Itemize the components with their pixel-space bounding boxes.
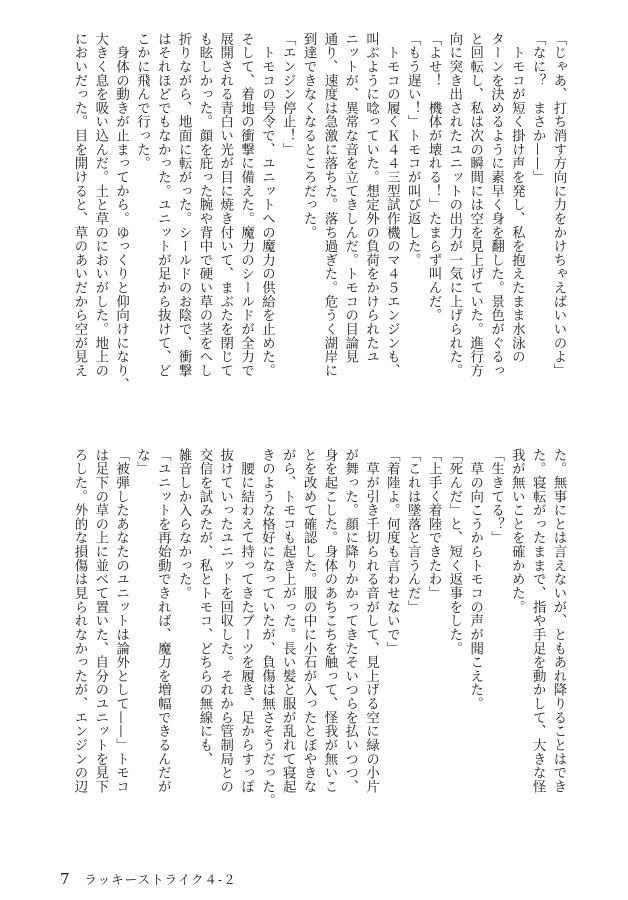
text-column: 叫ぶように唸っていた。想定外の負荷をかけられたユ bbox=[363, 32, 379, 364]
text-column: と回転し、私は次の瞬間には空を見上げていた。進行方 bbox=[468, 32, 483, 378]
text-column: 「もう遅い！」トモコが叫び返した。 bbox=[405, 32, 421, 267]
text-column: きのような格好になっていたが、負傷は無さそうだった。 bbox=[259, 448, 275, 808]
text-column: 「生きてる？」 bbox=[488, 448, 504, 545]
text-column: においだった。目を開けると、草のあいだから空が見え bbox=[72, 32, 87, 378]
text-column: 腰に結わえて持ってきたブーツを履き、足からすっぽ bbox=[239, 448, 254, 794]
text-block-bottom bbox=[68, 448, 568, 853]
text-column: 交信を試みたが、私とトモコ、どちらの無線にも、 bbox=[197, 448, 212, 766]
text-column: こかに飛んで行った。 bbox=[134, 32, 150, 171]
text-column: 到達できなくなるところだった。 bbox=[301, 32, 317, 240]
text-column: 折りながら、地面に転がった。シールドのお陰で、衝撃 bbox=[176, 32, 192, 378]
text-column: 展開される青白い光が目に焼き付いて、まぶたを閉じて bbox=[218, 32, 233, 378]
text-column: そして、着地の衝撃に備えた。魔力のシールドが全力で bbox=[239, 32, 254, 378]
text-column: 草の向こうからトモコの声が聞こえた。 bbox=[468, 448, 483, 711]
text-column: とを改めて確認した。服の中に小石が入ったとぼやきな bbox=[301, 448, 317, 794]
text-column: 「ユニットを再始動できれば、魔力を増幅できるんだが bbox=[155, 448, 171, 794]
text-column: 大きく息を吸い込んだ。土と草のにおいがした。地上の bbox=[93, 32, 108, 378]
text-column: 「よせ！ 機体が壊れる！」たまらず叫んだ。 bbox=[426, 32, 442, 323]
text-column: ろした。外的な損傷は見られなかったが、エンジンの辺 bbox=[72, 448, 87, 794]
text-column: は足下の草の上に並べて置いた、自分のユニットを見下 bbox=[93, 448, 108, 794]
text-column: ターンを決めるように素早く身を翻した。景色がぐるっ bbox=[488, 32, 504, 378]
text-column: 通り、速度は急激に落ちた。落ち過ぎた。危うく湖岸に bbox=[322, 32, 337, 378]
text-column: 「じゃあ、打ち消す方向に力をかけちゃえばいいのよ」 bbox=[551, 32, 566, 378]
text-column: た。寝転がったままで、指や手足を動かして、大きな怪 bbox=[530, 448, 546, 794]
text-column: も眩しかった。顔を庇った腕や背中で硬い草の茎をへし bbox=[197, 32, 212, 378]
text-column: 雑音しか入らなかった。 bbox=[176, 448, 192, 601]
text-column: が舞った。顔に降りかかってきたそいつらを払いつつ、 bbox=[343, 448, 358, 794]
text-column: 身を起こした。身体のあちこちを触って、怪我が無いこ bbox=[322, 448, 337, 794]
text-column: 「エンジン停止！」 bbox=[280, 32, 296, 157]
text-column: 「被弾したあなたのユニットは論外として——」トモコ bbox=[114, 448, 129, 794]
text-column: 「着陸よ。何度も言わせないで」 bbox=[384, 448, 400, 656]
text-column: 「これは墜落と言うんだ」 bbox=[405, 448, 421, 614]
text-column: トモコの履くＫ４４三型試作機のマ４５エンジンも、 bbox=[384, 32, 400, 378]
page-number: 7 bbox=[60, 870, 71, 888]
text-column: がら、トモコも起き上がった。長い髪と服が乱れて寝起 bbox=[280, 448, 296, 794]
text-column: 「なに？ まさか——」 bbox=[530, 32, 546, 185]
running-title: ラッキーストライク４-２ bbox=[84, 872, 237, 887]
text-column: 抜けていったユニットを回収した。それから管制局との bbox=[218, 448, 233, 794]
text-column: な」 bbox=[134, 448, 150, 476]
text-column: 草が引き千切られる音がして、見上げる空に緑の小片 bbox=[363, 448, 379, 794]
text-column: はそれほどでもなかった。ユニットが足から抜けて、ど bbox=[155, 32, 171, 378]
text-column: 我が無いことを確かめた。 bbox=[509, 448, 525, 614]
text-column: 「上手く着陸できたわ」 bbox=[426, 448, 442, 601]
text-column: た。無事にとは言えないが、ともあれ降りることはでき bbox=[551, 448, 566, 794]
text-column: トモコの号令で、ユニットへの魔力の供給を止めた。 bbox=[259, 32, 275, 378]
text-column: 「死んだ」と、短く返事をした。 bbox=[447, 448, 462, 656]
page-footer bbox=[60, 870, 237, 888]
text-column: 身体の動きが止まってから。ゆっくりと仰向けになり、 bbox=[114, 32, 129, 392]
text-block-top bbox=[68, 32, 568, 437]
text-column: トモコが短く掛け声を発し、私を抱えたまま水泳の bbox=[509, 32, 525, 364]
text-column: ニットが、異常な音を立てきしんだ。トモコの目論見 bbox=[343, 32, 358, 364]
text-column: 向に突き出されたユニットの出力が一気に上げられた。 bbox=[447, 32, 462, 378]
